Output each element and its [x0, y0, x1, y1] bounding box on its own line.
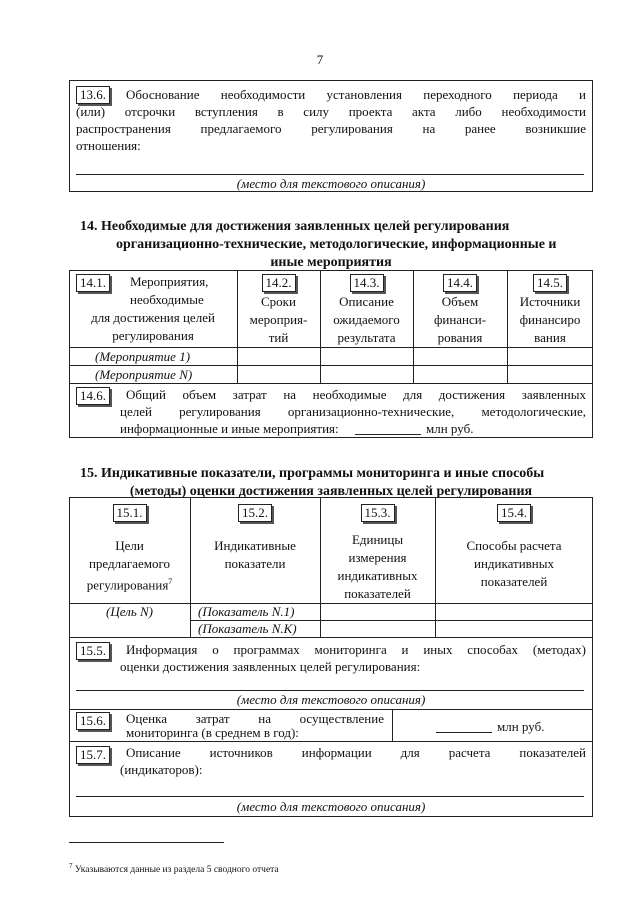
col-14-2-number: 14.2. — [237, 274, 320, 292]
col-15-4-number: 15.4. — [435, 504, 593, 522]
col-14-1-label-line4: регулирования — [112, 328, 194, 343]
section-13-6-text-line1: Обоснование необходимости установления переходного периода и — [126, 87, 586, 102]
table-cell-goal: (Цель N) — [106, 604, 153, 619]
section-15-heading-line2: (методы) оценки достижения заявленных целей регулирования — [129, 484, 533, 499]
col-14-5-label-line3: вания — [534, 330, 566, 345]
col-15-3-number: 15.3. — [320, 504, 435, 522]
col-14-1-number: 14.1. — [76, 274, 110, 292]
col-15-2-number: 15.2. — [190, 504, 320, 522]
section-15-6-unit: млн руб. — [497, 719, 545, 734]
section-15-5-text-line1: Информация о программах мониторинга и иных способах (методах) — [126, 642, 586, 657]
col-14-2-label-line2: мероприя- — [249, 312, 308, 327]
table-cell-indicator-1: (Показатель N.1) — [198, 604, 295, 619]
col-14-3-label-line2: ожидаемого — [333, 312, 400, 327]
section-13-6-text-line-field — [76, 174, 584, 175]
page-number: 7 — [316, 52, 324, 67]
section-15-5-text-field — [76, 690, 584, 691]
section-15-6-text-line2: мониторинга (в среднем в год): — [126, 725, 299, 740]
col-14-4-label-line1: Объем — [441, 294, 479, 309]
col-15-1-label-line3: регулирования$^7$ — [86, 577, 173, 593]
col-14-5-label-line2: финансиро — [519, 312, 581, 327]
col-14-4-number: 14.4. — [413, 274, 507, 292]
section-14-6-amount-field[interactable] — [355, 434, 421, 435]
col-14-3-label-line3: результата — [337, 330, 396, 345]
col-15-3-label-line2: измерения — [348, 550, 407, 565]
section-15-5-text-line2: оценки достижения заявленных целей регулирования: — [120, 659, 421, 674]
section-13-6-placeholder: (место для текстового описания) — [236, 176, 426, 191]
footnote-ref-7: 7 — [168, 577, 173, 586]
section-15-7-placeholder: (место для текстового описания) — [236, 799, 426, 814]
section-14-6-text-line1: Общий объем затрат на необходимые для достижения заявленных — [126, 387, 586, 402]
section-15-7-text-line1: Описание источников информации для расчета показателей — [126, 745, 586, 760]
footnote-separator — [69, 842, 224, 843]
col-14-3-label-line1: Описание — [339, 294, 394, 309]
section-14-6-text-line3: информационные и иные мероприятия: — [120, 421, 339, 436]
col-15-2-label-line1: Индикативные — [214, 538, 296, 553]
section-15-6-number: 15.6. — [76, 712, 110, 730]
section-14-heading-line1: 14. Необходимые для достижения заявленных целей регулирования — [80, 219, 510, 234]
col-14-2-label-line1: Сроки — [261, 294, 296, 309]
section-14-6-unit: млн руб. — [426, 421, 474, 436]
col-15-4-label-line2: индикативных — [473, 556, 554, 571]
section-15-6-text-line1: Оценка затрат на осуществление — [126, 711, 384, 726]
col-15-2-label-line2: показатели — [224, 556, 286, 571]
section-15-5-number: 15.5. — [76, 642, 110, 660]
col-15-1-number: 15.1. — [69, 504, 190, 522]
section-15-7-number: 15.7. — [76, 746, 110, 764]
footnote: $^7$ Указываются данные из раздела 5 сводного отчета — [69, 862, 279, 876]
col-14-4-label-line2: финанси- — [433, 312, 487, 327]
section-15-7-text-line2: (индикаторов): — [120, 762, 203, 777]
section-15-6-amount-field[interactable] — [436, 732, 492, 733]
section-15-7-text-field — [76, 796, 584, 797]
col-15-4-label-line3: показателей — [480, 574, 548, 589]
col-14-1-label-line3: для достижения целей — [91, 310, 215, 325]
col-14-5-number: 14.5. — [507, 274, 593, 292]
section-15-heading-line1: 15. Индикативные показатели, программы мониторинга и иные способы — [80, 466, 545, 481]
section-15-5-placeholder: (место для текстового описания) — [236, 692, 426, 707]
section-13-6-text-line3: распространения предлагаемого регулирования на ранее возникшие — [76, 121, 586, 136]
col-15-1-label-line2: предлагаемого — [88, 556, 171, 571]
col-15-3-label-line1: Единицы — [351, 532, 404, 547]
col-14-1-label-line1: Мероприятия, — [130, 274, 209, 289]
section-14-6-number: 14.6. — [76, 387, 110, 405]
section-14-heading-line2: организационно-технические, методологические, информационные и — [116, 237, 557, 252]
col-15-3-label-line4: показателей — [344, 586, 411, 601]
table-row-activity-1: (Мероприятие 1) — [95, 349, 191, 364]
col-14-4-label-line3: рования — [437, 330, 483, 345]
col-14-3-number: 14.3. — [320, 274, 413, 292]
section-13-6-text-line4: отношения: — [76, 138, 141, 153]
section-14-heading-line3: иные мероприятия — [270, 255, 392, 270]
col-15-3-label-line3: индикативных — [337, 568, 418, 583]
section-13-6-text-line2: (или) отсрочки вступления в силу проекта акта либо необходимости — [76, 104, 586, 119]
table-cell-indicator-k: (Показатель N.K) — [198, 621, 297, 636]
col-15-1-label-line1: Цели — [115, 538, 144, 553]
col-14-5-label-line1: Источники — [519, 294, 581, 309]
table-row-activity-n: (Мероприятие N) — [95, 367, 193, 382]
section-13-6-number: 13.6. — [76, 86, 110, 104]
section-14-6-text-line2: целей регулирования организационно-технические, методологические, — [120, 404, 586, 419]
col-14-1-label-line2: необходимые — [130, 292, 204, 307]
col-15-4-label-line1: Способы расчета — [466, 538, 562, 553]
col-14-2-label-line3: тий — [268, 330, 289, 345]
